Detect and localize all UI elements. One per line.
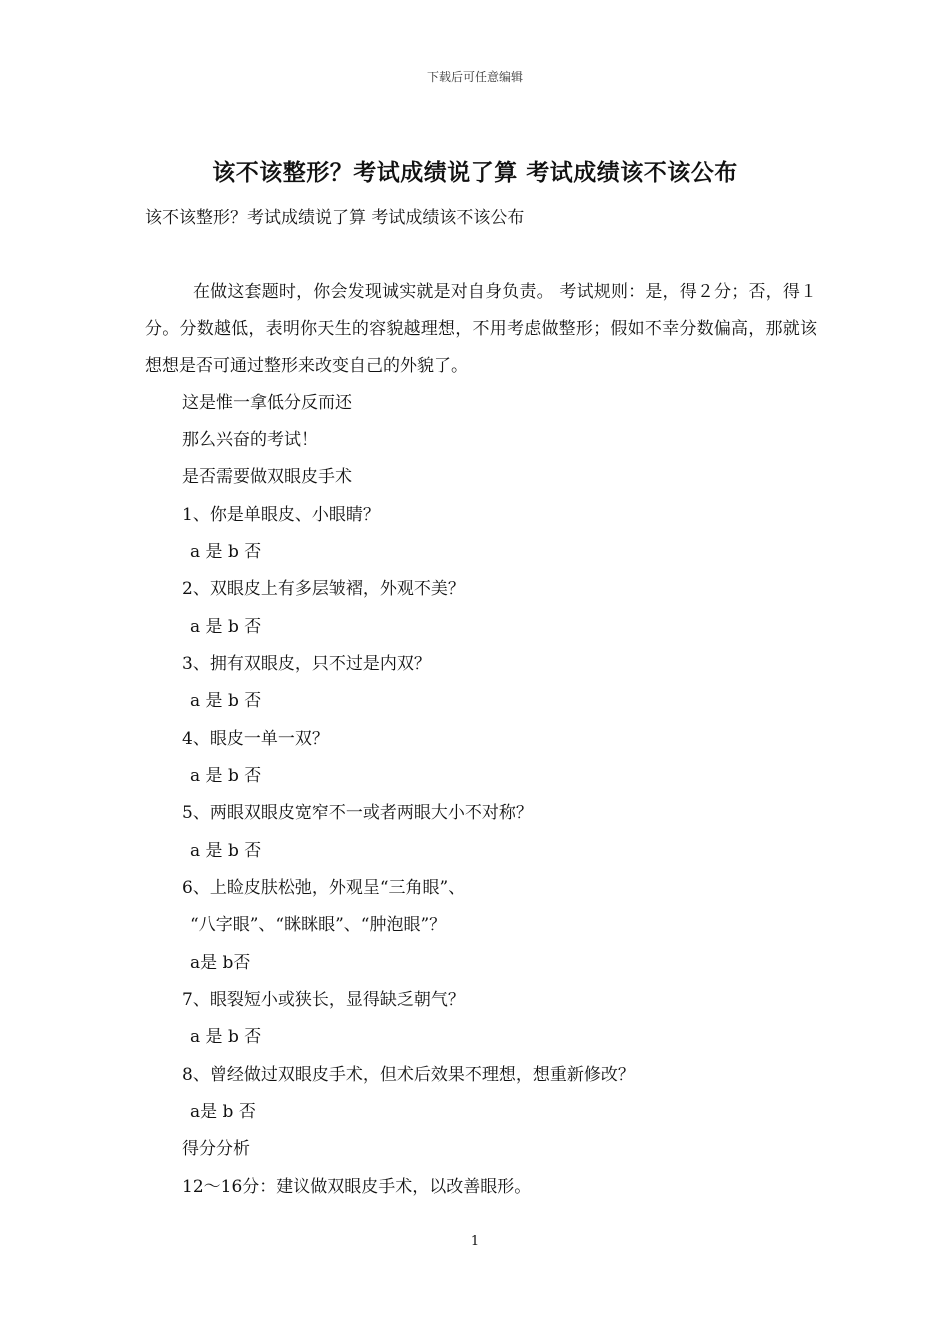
question-8: 8、曾经做过双眼皮手术，但术后效果不理想，想重新修改？ — [182, 1065, 635, 1085]
page-header-note: 下载后可任意编辑 — [426, 70, 523, 84]
question-5: 5、两眼双眼皮宽窄不一或者两眼大小不对称？ — [182, 803, 533, 823]
text-line: 那么兴奋的考试！ — [182, 430, 318, 450]
answer-options-1: a 是 b 否 — [190, 542, 262, 562]
question-3: 3、拥有双眼皮，只不过是内双？ — [182, 654, 431, 674]
page-number: 1 — [470, 1234, 480, 1249]
answer-options-7: a 是 b 否 — [190, 1027, 262, 1047]
answer-options-6: a是 b否 — [190, 953, 251, 973]
question-6: 6、上睑皮肤松弛，外观呈“三角眼”、 — [182, 878, 466, 898]
answer-options-4: a 是 b 否 — [190, 766, 262, 786]
document-subtitle: 该不该整形？考试成绩说了算 考试成绩该不该公布 — [145, 208, 525, 228]
question-7: 7、眼裂短小或狭长，显得缺乏朝气？ — [182, 990, 465, 1010]
score-range-line: 12～16分：建议做双眼皮手术，以改善眼形。 — [182, 1177, 532, 1197]
answer-options-5: a 是 b 否 — [190, 841, 262, 861]
question-4: 4、眼皮一单一双？ — [182, 729, 329, 749]
score-analysis-heading: 得分分析 — [182, 1139, 250, 1159]
question-1: 1、你是单眼皮、小眼睛？ — [182, 505, 380, 525]
question-2: 2、双眼皮上有多层皱褶，外观不美？ — [182, 579, 465, 599]
text-line: 这是惟一拿低分反而还 — [182, 393, 352, 413]
section-heading: 是否需要做双眼皮手术 — [182, 467, 352, 487]
answer-options-2: a 是 b 否 — [190, 617, 262, 637]
intro-paragraph: 在做这套题时，你会发现诚实就是对自身负责。 考试规则：是，得２分；否，得１分。分数越低，表明你天生的容貌越理想，不用考虑做整形；假如不幸分数偏高，那就该想想是否可通过整形来改变自己的外貌了。 — [145, 282, 817, 376]
answer-options-8: a是 b 否 — [190, 1102, 256, 1122]
question-6-continued: “八字眼”、“眯眯眼”、“肿泡眼”？ — [190, 915, 447, 935]
document-title: 该不该整形？考试成绩说了算 考试成绩该不该公布 — [212, 159, 738, 186]
answer-options-3: a 是 b 否 — [190, 691, 262, 711]
